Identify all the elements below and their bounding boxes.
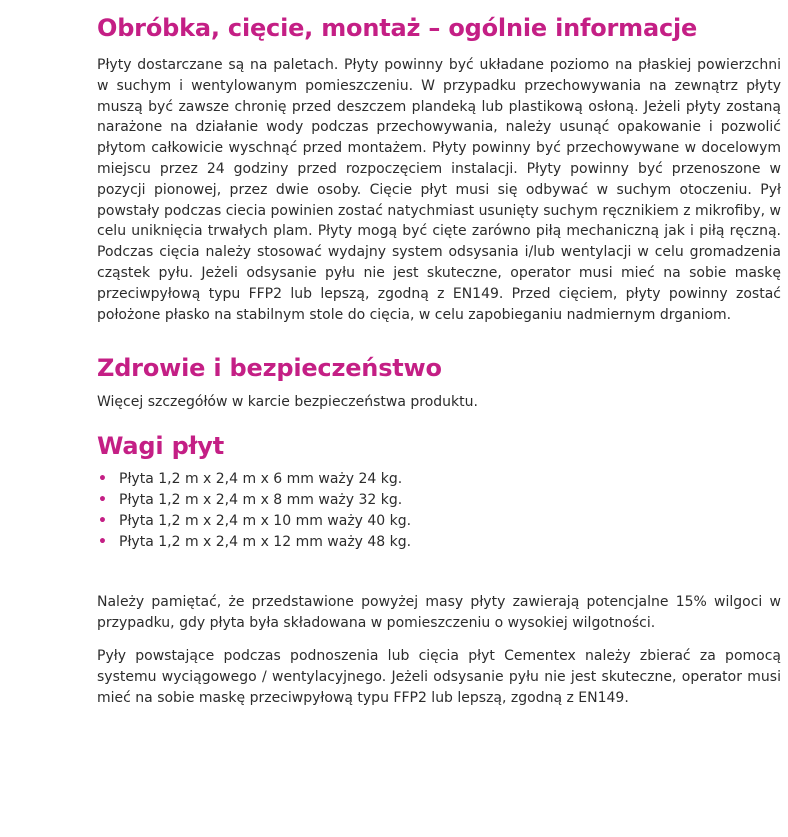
- weight-item-text: Płyta 1,2 m x 2,4 m x 8 mm waży 32 kg.: [119, 491, 403, 508]
- document-page: [97, 0, 781, 708]
- general-info-paragraph: Płyty dostarczane są na paletach. Płyty powinny być układane poziomo na płaskiej powierzchni w suchym i wentylowanym pomieszczeniu. W przypadku przechowywania na zewnątrz płyty muszą być zawsze chronię przed deszczem plandeką lub plastikową osłoną. Jeżeli płyty zostaną narażone na działanie wody podczas przechowywania, należy usunąć opakowanie i pozwolić płytom całkowicie wyschnąć przed montażem. Płyty powinny być przechowywane w docelowym miejscu przez 24 godziny przed rozpoczęciem instalacji. Płyty powinny być przenoszone w pozycji pionowej, przez dwie osoby. Cięcie płyt musi się odbywać w suchym otoczeniu. Pył powstały podczas ciecia powinien zostać natychmiast usunięty suchym ręcznikiem z mikrofiby, w celu uniknięcia trwałych plam. Płyty mogą być cięte zarówno piłą mechaniczną jak i piłą ręczną. Podczas cięcia należy stosować wydajny system odsysania i/lub wentylacji w celu gromadzenia cząstek pyłu. Jeżeli odsysanie pyłu nie jest skuteczne, operator musi mieć na sobie maskę przeciwpyłową typu FFP2 lub lepszą, zgodną z EN149. Przed cięciem, płyty powinny zostać położone płasko na stabilnym stole do cięcia, w celu zapobieganiu nadmiernym drganiom.: [97, 57, 781, 323]
- health-safety-paragraph: Więcej szczegółów w karcie bezpieczeństwa produktu.: [97, 394, 478, 411]
- list-item: [97, 490, 781, 511]
- bullet-icon: •: [98, 471, 107, 488]
- bullet-icon: •: [98, 491, 107, 508]
- list-item: [97, 469, 781, 490]
- bullet-icon: •: [98, 533, 107, 550]
- heading-board-weights: Wagi płyt: [97, 432, 224, 461]
- heading-health-safety: Zdrowie i bezpieczeństwo: [97, 354, 442, 383]
- bullet-icon: •: [98, 512, 107, 529]
- heading-general-info: Obróbka, cięcie, montaż – ogólnie informacje: [97, 14, 698, 42]
- moisture-note-paragraph: Należy pamiętać, że przedstawione powyżej masy płyty zawierają potencjalne 15% wilgoci w przypadku, gdy płyta była składowana w pomieszczeniu o wysokiej wilgotności.: [97, 594, 781, 632]
- weight-item-text: Płyta 1,2 m x 2,4 m x 10 mm waży 40 kg.: [119, 512, 412, 529]
- weight-item-text: Płyta 1,2 m x 2,4 m x 12 mm waży 48 kg.: [119, 533, 412, 550]
- dust-note-paragraph: Pyły powstające podczas podnoszenia lub cięcia płyt Cementex należy zbierać za pomocą systemu wyciągowego / wentylacyjnego. Jeżeli odsysanie pyłu nie jest skuteczne, operator musi mieć na sobie maskę przeciwpyłową typu FFP2 lub lepszą, zgodną z EN149.: [97, 647, 781, 706]
- weight-item-text: Płyta 1,2 m x 2,4 m x 6 mm waży 24 kg.: [119, 471, 403, 488]
- weights-list: [97, 469, 781, 552]
- list-item: [97, 532, 781, 553]
- list-item: [97, 511, 781, 532]
